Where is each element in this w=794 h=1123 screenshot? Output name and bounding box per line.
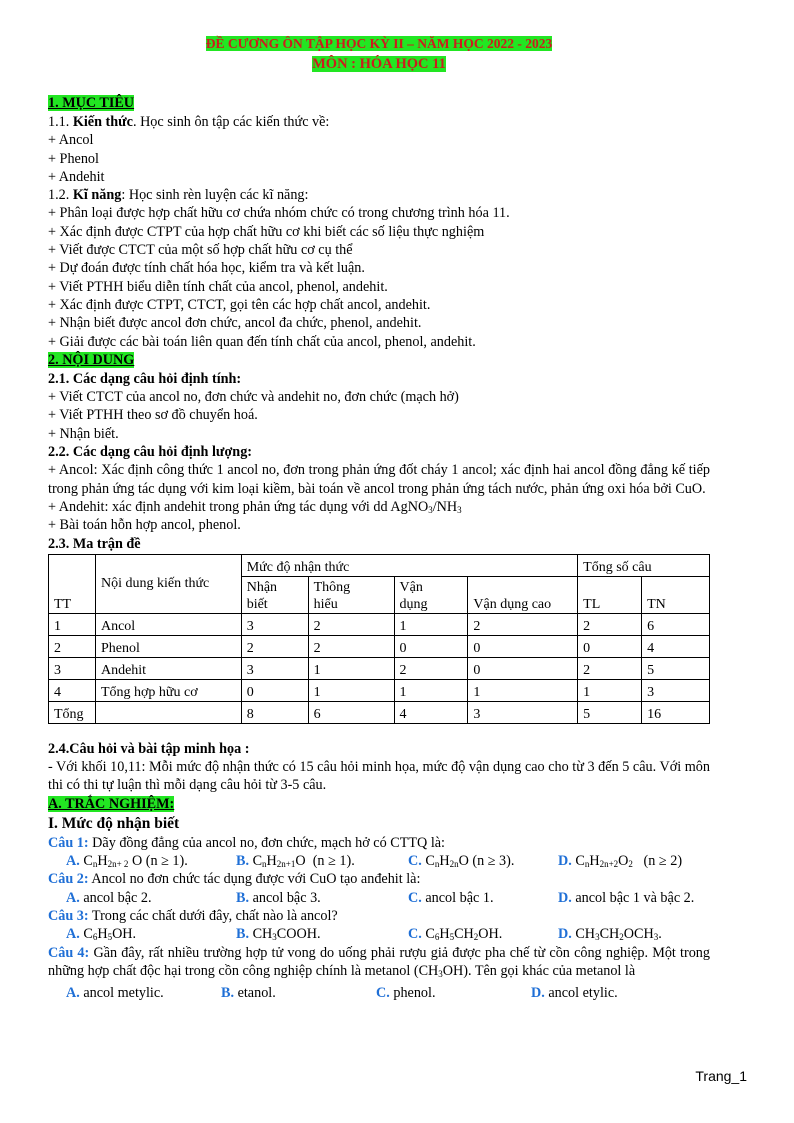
option-d[interactable]: D. $CH_3CH_2OCH_3$. bbox=[558, 926, 662, 943]
option-d[interactable]: D. ancol bậc 1 và bậc 2. bbox=[558, 889, 695, 906]
document-page bbox=[48, 34, 710, 1002]
table-cell: 2 bbox=[308, 635, 394, 657]
table-cell: 4 bbox=[642, 635, 710, 657]
table-cell: Tổng hợp hữu cơ bbox=[95, 679, 241, 701]
table-row bbox=[49, 635, 710, 657]
section-2-heading: 2. NỘI DUNG bbox=[48, 351, 135, 368]
part-a-heading: A. TRẮC NGHIỆM: bbox=[48, 795, 175, 812]
table-row bbox=[49, 679, 710, 701]
header-understand: Thông hiểu bbox=[308, 576, 394, 613]
subsection-2-1: 2.1. Các dạng câu hỏi định tính: bbox=[48, 370, 242, 387]
quantitative-andehit: + Andehit: xác định andehit trong phản ứng tác dụng với dd $AgNO_3/NH_3$ bbox=[48, 498, 462, 515]
table-cell: 0 bbox=[578, 635, 642, 657]
title-line-2: MÔN : HÓA HỌC 11 bbox=[312, 56, 446, 72]
skill-item: + Viết PTHH biểu diễn tính chất của ancol, phenol, andehit. bbox=[48, 278, 388, 295]
option-b[interactable]: B. ancol bậc 3. bbox=[236, 889, 321, 906]
table-cell: 2 bbox=[49, 635, 96, 657]
table-cell: 2 bbox=[308, 613, 394, 635]
table-cell: 3 bbox=[241, 657, 308, 679]
table-cell: 2 bbox=[578, 613, 642, 635]
knowledge-line: 1.1. Kiến thức. Học sinh ôn tập các kiến thức về: bbox=[48, 114, 330, 130]
option-a[interactable]: A. $C_6H_5OH$. bbox=[66, 926, 137, 943]
table-cell: 3 bbox=[49, 657, 96, 679]
header-tt: TT bbox=[49, 554, 96, 613]
header-cognitive-level: Mức độ nhận thức bbox=[241, 554, 577, 576]
skill-item: + Viết được CTCT của một số hợp chất hữu cơ cụ thể bbox=[48, 242, 353, 259]
table-cell: 2 bbox=[394, 657, 468, 679]
table-cell: 3 bbox=[642, 679, 710, 701]
option-b[interactable]: B. $CH_3COOH$. bbox=[236, 926, 321, 943]
table-cell: 1 bbox=[308, 657, 394, 679]
question-1-options bbox=[48, 852, 710, 870]
option-c[interactable]: C. phenol. bbox=[376, 985, 436, 1002]
knowledge-item: + Andehit bbox=[48, 168, 105, 185]
subsection-2-2: 2.2. Các dạng câu hỏi định lượng: bbox=[48, 444, 253, 461]
option-b[interactable]: B. etanol. bbox=[221, 985, 276, 1002]
skill-item: + Xác định được CTPT của hợp chất hữu cơ khi biết các số liệu thực nghiệm bbox=[48, 223, 485, 240]
header-content: Nội dung kiến thức bbox=[95, 554, 241, 613]
header-apply: Vận dụng bbox=[394, 576, 468, 613]
question-2-options bbox=[48, 889, 710, 907]
qualitative-item: + Nhận biết. bbox=[48, 425, 119, 442]
table-cell: 2 bbox=[578, 657, 642, 679]
table-cell: 0 bbox=[468, 657, 578, 679]
table-cell: 0 bbox=[394, 635, 468, 657]
quantitative-mixture: + Bài toán hỗn hợp ancol, phenol. bbox=[48, 517, 241, 534]
table-cell: 1 bbox=[49, 613, 96, 635]
question-4: Câu 4: Gần đây, rất nhiều trường hợp tử vong do uống phải rượu giả được pha chế từ cồn công nghiệp. Một trong những hợp chất độc hại trong cồn công nghiệp chính là metanol $(CH_3OH)$. Tên gọi khác của metanol là bbox=[48, 944, 710, 979]
qualitative-item: + Viết CTCT của ancol no, đơn chức và andehit no, đơn chức (mạch hở) bbox=[48, 389, 459, 406]
table-cell: 3 bbox=[241, 613, 308, 635]
option-d[interactable]: D. ancol etylic. bbox=[531, 985, 618, 1002]
table-cell: 5 bbox=[642, 657, 710, 679]
option-a[interactable]: A. ancol metylic. bbox=[66, 985, 164, 1002]
table-cell: 2 bbox=[468, 613, 578, 635]
knowledge-item: + Phenol bbox=[48, 150, 99, 167]
table-cell: 4 bbox=[394, 701, 468, 723]
table-cell: 6 bbox=[642, 613, 710, 635]
table-cell: 1 bbox=[578, 679, 642, 701]
table-cell: 16 bbox=[642, 701, 710, 723]
table-cell: Andehit bbox=[95, 657, 241, 679]
subsection-2-3: 2.3. Ma trận đề bbox=[48, 535, 141, 552]
option-a[interactable]: A. $C_nH_{2n+ 2}$ O (n ≥ 1). bbox=[66, 853, 188, 870]
title-line-1: ĐỀ CƯƠNG ÔN TẬP HỌC KỲ II – NĂM HỌC 2022 - 2023 bbox=[205, 36, 553, 51]
skills-line: 1.2. Kĩ năng: Học sinh rèn luyện các kĩ năng: bbox=[48, 187, 309, 204]
header-tn: TN bbox=[642, 576, 710, 613]
table-cell: 0 bbox=[241, 679, 308, 701]
question-4-options bbox=[48, 984, 710, 1002]
subsection-2-4-text: - Với khối 10,11: Mỗi mức độ nhận thức có 15 câu hỏi minh họa, mức độ vận dụng cao cho từ 3 đến 5 câu. Với môn thi có thi tự luận thì mỗi dạng câu hỏi từ 3-5 câu. bbox=[48, 759, 710, 794]
header-total: Tổng số câu bbox=[578, 554, 710, 576]
header-recognize: Nhận biết bbox=[241, 576, 308, 613]
table-cell: 8 bbox=[241, 701, 308, 723]
header-tl: TL bbox=[578, 576, 642, 613]
quantitative-ancol: + Ancol: Xác định công thức 1 ancol no, đơn trong phản ứng đốt cháy 1 ancol; xác định hai ancol đồng đẳng kế tiếp trong phản ứng tác dụng với kim loại kiềm, bài toán về ancol trong phản ứng tách nước, phản ứng oxi hóa bởi CuO. bbox=[48, 462, 710, 497]
question-2: Câu 2: Ancol no đơn chức tác dụng được với CuO tạo anđehit là: bbox=[48, 871, 421, 888]
table-cell: 0 bbox=[468, 635, 578, 657]
option-a[interactable]: A. ancol bậc 2. bbox=[66, 889, 152, 906]
table-cell: 1 bbox=[394, 613, 468, 635]
table-header-row bbox=[49, 554, 710, 576]
level-1-heading: I. Mức độ nhận biết bbox=[48, 814, 180, 832]
table-cell: 1 bbox=[468, 679, 578, 701]
skill-item: + Giải được các bài toán liên quan đến tính chất của ancol, phenol, andehit. bbox=[48, 333, 476, 350]
table-cell: 6 bbox=[308, 701, 394, 723]
qualitative-item: + Viết PTHH theo sơ đồ chuyển hoá. bbox=[48, 407, 258, 424]
option-c[interactable]: C. ancol bậc 1. bbox=[408, 889, 494, 906]
page-number: Trang_1 bbox=[695, 1068, 747, 1084]
table-cell: Tổng bbox=[49, 701, 96, 723]
exam-matrix-table bbox=[48, 554, 710, 724]
table-total-row bbox=[49, 701, 710, 723]
question-1: Câu 1: Dãy đồng đẳng của ancol no, đơn chức, mạch hở có CTTQ là: bbox=[48, 834, 446, 851]
skill-item: + Xác định được CTPT, CTCT, gọi tên các hợp chất ancol, andehit. bbox=[48, 296, 431, 313]
document-title bbox=[48, 34, 710, 74]
section-1-heading: 1. MỤC TIÊU bbox=[48, 95, 135, 111]
table-cell: 3 bbox=[468, 701, 578, 723]
table-cell: Ancol bbox=[95, 613, 241, 635]
skill-item: + Nhận biết được ancol đơn chức, ancol đa chức, phenol, andehit. bbox=[48, 315, 422, 332]
question-3: Câu 3: Trong các chất dưới đây, chất nào là ancol? bbox=[48, 907, 338, 924]
table-cell: 5 bbox=[578, 701, 642, 723]
table-cell: 2 bbox=[241, 635, 308, 657]
table-cell: 1 bbox=[308, 679, 394, 701]
option-b[interactable]: B. $C_nH_{2n+1}O$ (n ≥ 1). bbox=[236, 853, 355, 870]
question-3-options bbox=[48, 925, 710, 943]
table-cell: 4 bbox=[49, 679, 96, 701]
header-apply-high: Vận dụng cao bbox=[468, 576, 578, 613]
option-c[interactable]: C. $C_6H_5CH_2OH$. bbox=[408, 926, 503, 943]
knowledge-item: + Ancol bbox=[48, 132, 94, 149]
table-row bbox=[49, 657, 710, 679]
table-cell: 1 bbox=[394, 679, 468, 701]
table-cell bbox=[95, 701, 241, 723]
subsection-2-4: 2.4.Câu hỏi và bài tập minh họa : bbox=[48, 740, 250, 757]
option-c[interactable]: C. $C_nH_{2n}O$ (n ≥ 3). bbox=[408, 853, 515, 870]
skill-item: + Dự đoán được tính chất hóa học, kiểm tra và kết luận. bbox=[48, 260, 365, 277]
table-cell: Phenol bbox=[95, 635, 241, 657]
option-d[interactable]: D. $C_nH_{2n+2}O_2$ (n ≥ 2) bbox=[558, 853, 683, 870]
table-row bbox=[49, 613, 710, 635]
skill-item: + Phân loại được hợp chất hữu cơ chứa nhóm chức có trong chương trình hóa 11. bbox=[48, 205, 510, 222]
